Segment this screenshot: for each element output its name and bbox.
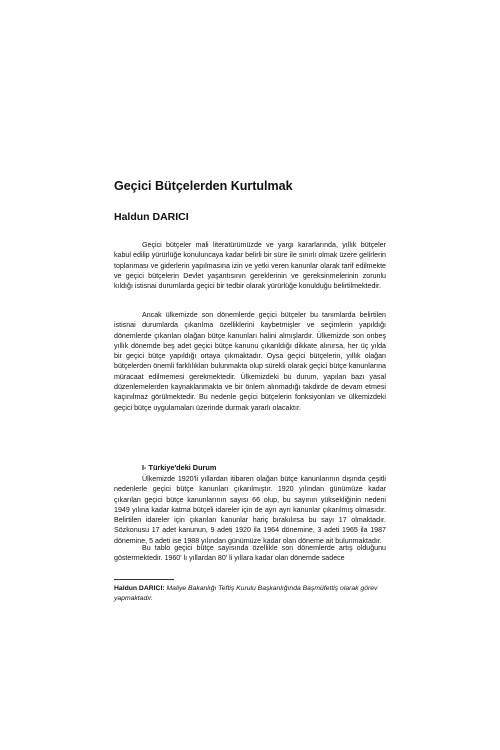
paragraph-text: Geçici bütçeler mali literatürümüzde ve yargı kararlarında, yıllık bütçeler kabul edilip yürürlüğe konuluncaya kadar belirli bir süre ile sınırlı olmak üzere gelirlerin toplanması ve giderlerin yapılmasına izin ve yetki veren kanunlar olarak tarif edilmekte ve geçici bütçelerin Devlet yaşantısının gereklerinin ve gereksinmelerinin zorunlu kıldığı istisnai durumlarda geçici bir tedbir olarak yürürlüğe konulduğu belirtilmektedir. (114, 241, 386, 291)
article-title: Geçici Bütçelerden Kurtulmak (114, 179, 293, 193)
footnote-text: Maliye Bakanlığı Teftiş Kurulu Başkanlığında Başmüfettiş olarak görev yapmaktadır. (114, 585, 378, 602)
paragraph-text: Bu tablo geçici bütçe sayısında özellikle son dönemlerde artış olduğunu göstermektedir. 1960' lı yıllardan 80' li yıllara kadar olan dönemde sadece (114, 544, 386, 563)
paragraph-intro (114, 240, 386, 291)
paragraph-section-second (114, 543, 386, 564)
paragraph-second (114, 310, 386, 413)
paragraph-section-first (114, 474, 386, 546)
footnote-divider (114, 579, 174, 580)
article-author: Haldun DARICI (114, 211, 189, 223)
footnote (114, 584, 386, 603)
footnote-author: Haldun DARICI: (114, 585, 165, 592)
section-heading: I- Türkiye'deki Durum (142, 463, 217, 472)
paragraph-text: Ancak ülkemizde son dönemlerde geçici bütçeler bu tanımlarda belirtilen istisnai durumlarda çıkarılma özelliklerini kaybetmişler ve seçimlerin yapıldığı dönemlerde çıkarılan olağan bütçe kanunları halini almışlardır. Ülkemizde son onbeş yıllık dönemde beş adet geçici bütçe kanunu çıkarıldığı dikkate alınırsa, her üç yılda bir geçici bütçe yapıldığı ortaya çıkmaktadır. Oysa geçici bütçelerin, yıllık olağan bütçelerden önemli farklılıkları bulunmakta olup sürekli olarak geçici bütçe kanunlarına müracaat edilmemesi gerekmektedir. Ülkemizdeki bu durum, yapılan bazı yasal düzenlemelerden kaynaklanmakta ve bir önlem alınmadığı takdirde de devam etmesi kaçınılmaz görülmektedir. Bu nedenle geçici bütçelerin fonksiyonları ve ülkemizdeki geçici bütçe uygulamaları üzerinde durmak yararlı olacaktır. (114, 311, 386, 412)
paragraph-text: Ülkemizde 1920'li yıllardan itibaren olağan bütçe kanunlarının dışında çeşitli nedenlerle geçici bütçe kanunları çıkarılmıştır. 1920 yılından günümüze kadar çıkarılan geçici bütçe kanunlarının sayısı 66 olup, bu sayının yüksekliğinin nedeni 1949 yılına kadar katma bütçeli idareler için de ayrı ayrı kanunlar çıkarılmış olmasıdır. Belirtilen idareler için çıkarılan kanunlar hariç bırakılırsa bu sayı 17 olmaktadır. Sözkonusu 17 adet kanunun, 9 adeti 1920 ila 1964 dönemine, 3 adeti 1965 ila 1987 dönemine, 5 adeti ise 1988 yılından günümüze kadar olan döneme ait bulunmaktadır. (114, 475, 386, 545)
